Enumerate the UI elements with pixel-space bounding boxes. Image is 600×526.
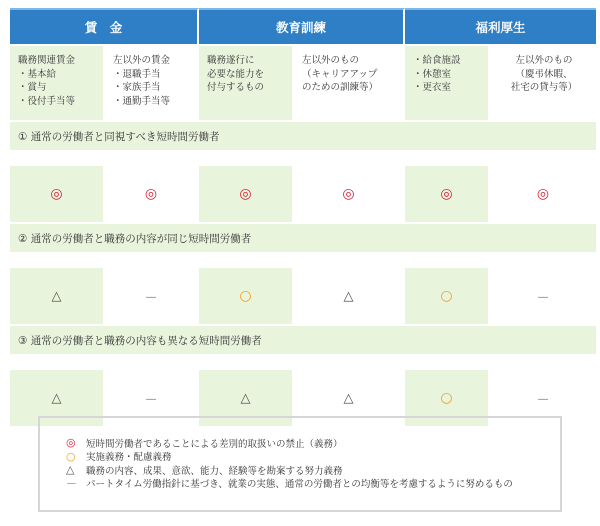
legend-item bbox=[66, 477, 560, 491]
comparison-table bbox=[10, 8, 596, 428]
double-circle-icon: ◎ bbox=[440, 186, 453, 202]
category-text: 社宅の貸与等） bbox=[510, 82, 578, 93]
double-circle-icon: ◎ bbox=[342, 186, 355, 202]
triangle-icon: △ bbox=[66, 463, 75, 477]
category-text: ・家族手当 bbox=[113, 82, 161, 93]
category-text: ・退職手当 bbox=[113, 68, 161, 80]
mark-cell bbox=[105, 166, 199, 224]
triangle-icon: △ bbox=[343, 390, 354, 406]
category-text: のための訓練等） bbox=[302, 82, 379, 93]
legend-item bbox=[66, 436, 560, 450]
triangle-icon: △ bbox=[240, 390, 251, 406]
triangle-icon: △ bbox=[51, 390, 62, 406]
mark-cell bbox=[105, 268, 199, 326]
category-text: 職務関連賃金 bbox=[18, 55, 76, 66]
header-wages: 賃 金 bbox=[10, 8, 199, 46]
double-circle-icon: ◎ bbox=[239, 186, 252, 202]
legend-text: 短時間労働者であることによる差別的取扱いの禁止（義務） bbox=[86, 438, 343, 450]
mark-cell bbox=[199, 268, 294, 326]
category-training-duty bbox=[199, 46, 294, 122]
category-text: ・休憩室 bbox=[413, 68, 452, 80]
circle-icon: ○ bbox=[440, 390, 453, 406]
legend-item bbox=[66, 463, 560, 477]
category-text: （キャリアアップ bbox=[302, 68, 378, 80]
dash-icon: － bbox=[536, 392, 550, 408]
legend-text: パートタイム労働指針に基づき、就業の実態、通常の労働者との均衡等を考慮するように努めるもの bbox=[86, 479, 513, 491]
category-wages-related bbox=[10, 46, 105, 122]
category-text: ・給食施設 bbox=[413, 55, 461, 66]
triangle-icon: △ bbox=[51, 288, 62, 304]
mark-cell bbox=[405, 166, 490, 224]
category-training-other bbox=[294, 46, 405, 122]
category-text: ・通勤手当等 bbox=[113, 95, 171, 107]
category-text: 左以外のもの bbox=[515, 55, 573, 66]
section-title: ③ 通常の労働者と職務の内容も異なる短時間労働者 bbox=[10, 326, 596, 356]
category-text: 左以外の賃金 bbox=[113, 55, 171, 66]
category-text: ・賞与 bbox=[18, 82, 47, 93]
category-wages-other bbox=[105, 46, 199, 122]
mark-cell bbox=[10, 166, 105, 224]
category-welfare-facility bbox=[405, 46, 490, 122]
mark-cell bbox=[490, 268, 596, 326]
dash-icon: － bbox=[144, 392, 158, 408]
category-text: ・更衣室 bbox=[413, 82, 452, 93]
category-text: 左以外のもの bbox=[302, 55, 360, 66]
category-text: 職務遂行に bbox=[207, 55, 255, 66]
legend-text: 職務の内容、成果、意欲、能力、経験等を勘案する努力義務 bbox=[86, 465, 343, 477]
section-title: ② 通常の労働者と職務の内容が同じ短時間労働者 bbox=[10, 224, 596, 254]
mark-cell bbox=[490, 166, 596, 224]
category-text: 必要な能力を bbox=[207, 68, 265, 80]
section-title: ① 通常の労働者と同視すべき短時間労働者 bbox=[10, 122, 596, 152]
double-circle-icon: ◎ bbox=[144, 186, 158, 202]
mark-cell bbox=[405, 268, 490, 326]
dash-icon: － bbox=[66, 477, 77, 491]
category-text: 付与するもの bbox=[207, 82, 265, 93]
double-circle-icon: ◎ bbox=[66, 436, 76, 450]
circle-icon: ○ bbox=[440, 288, 453, 304]
header-training: 教育訓練 bbox=[199, 8, 405, 46]
mark-cell bbox=[294, 268, 405, 326]
triangle-icon: △ bbox=[343, 288, 354, 304]
legend-item bbox=[66, 450, 560, 464]
dash-icon: － bbox=[536, 290, 550, 306]
marks-row bbox=[10, 166, 596, 224]
circle-icon: ○ bbox=[239, 288, 252, 304]
mark-cell bbox=[294, 166, 405, 224]
table-header bbox=[10, 8, 596, 46]
mark-cell bbox=[10, 268, 105, 326]
double-circle-icon: ◎ bbox=[536, 186, 550, 202]
mark-cell bbox=[199, 166, 294, 224]
legend-box bbox=[38, 416, 562, 512]
double-circle-icon: ◎ bbox=[50, 186, 63, 202]
legend-text: 実施義務・配慮義務 bbox=[86, 452, 172, 464]
marks-row bbox=[10, 268, 596, 326]
category-text: ・基本給 bbox=[18, 68, 57, 80]
category-row bbox=[10, 46, 596, 122]
header-welfare: 福利厚生 bbox=[405, 8, 596, 46]
dash-icon: － bbox=[144, 290, 158, 306]
category-text: ・役付手当等 bbox=[18, 95, 76, 107]
circle-icon: ○ bbox=[66, 449, 76, 463]
category-welfare-other bbox=[490, 46, 596, 122]
category-text: （慶弔休暇、 bbox=[515, 68, 573, 80]
